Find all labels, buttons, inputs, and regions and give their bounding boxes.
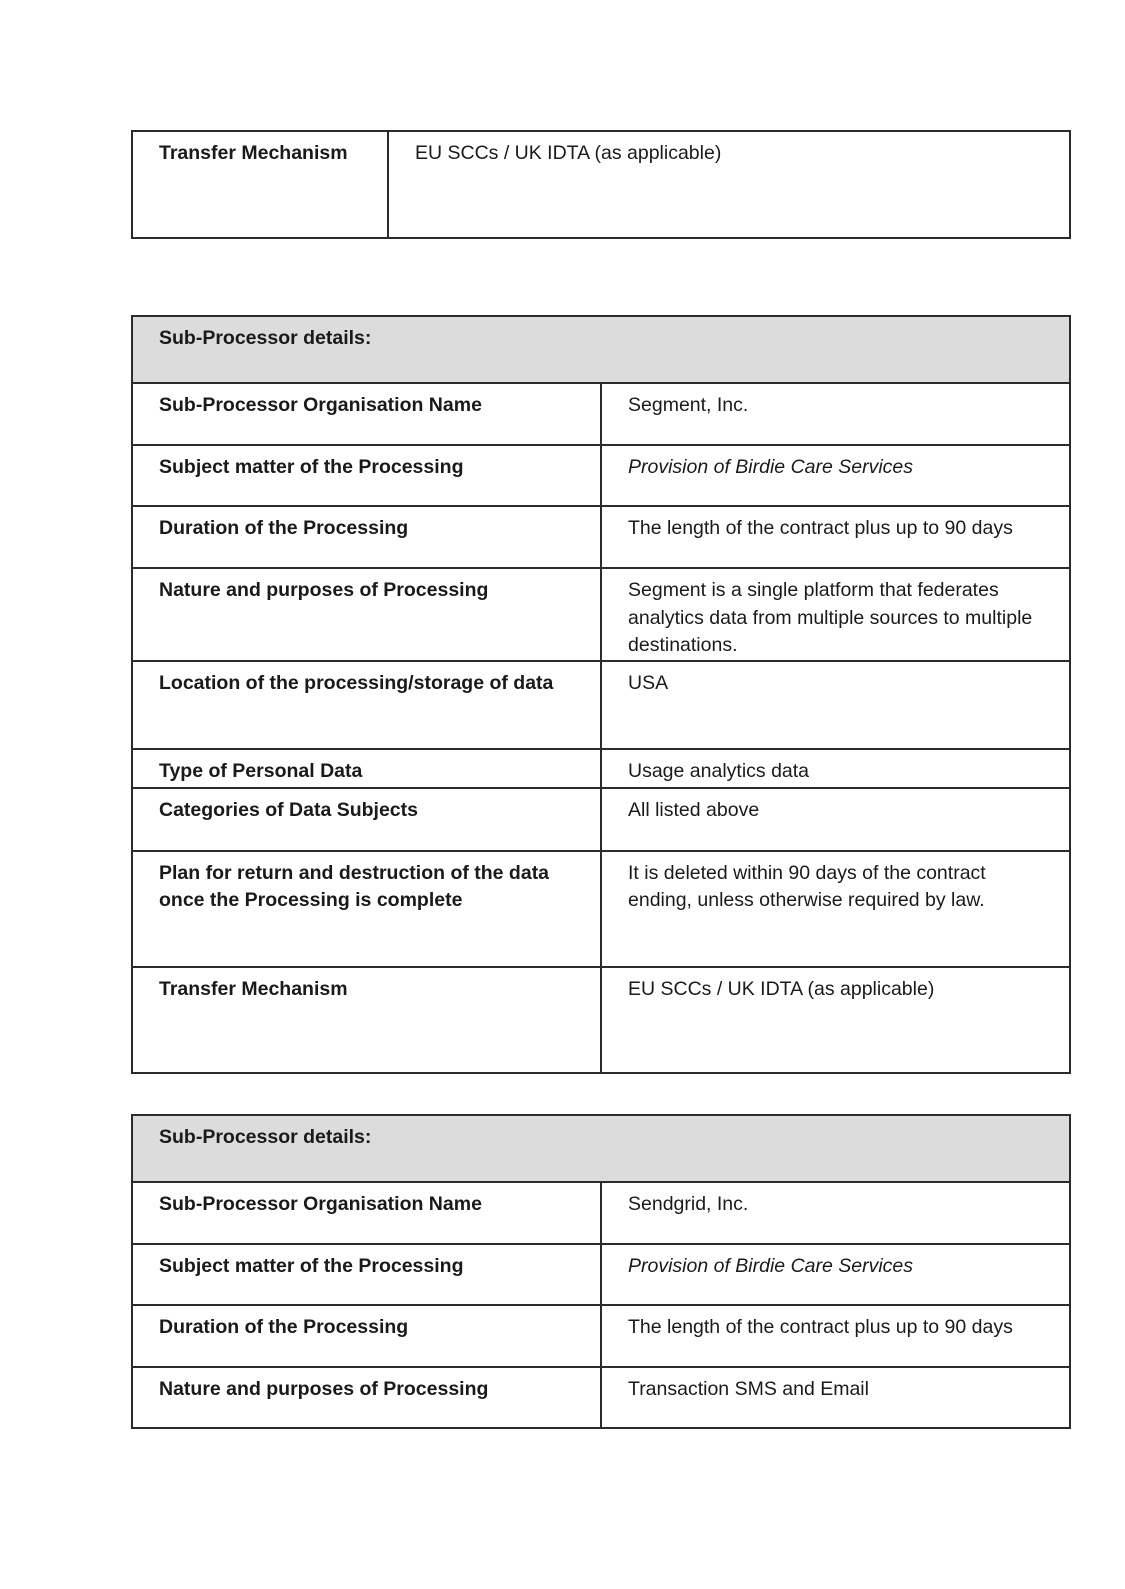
sub-processor-details-heading: Sub-Processor details:: [132, 316, 1070, 383]
row-label-nature-purposes: Nature and purposes of Processing: [132, 568, 601, 661]
table-row: [132, 749, 1070, 788]
row-value-duration: The length of the contract plus up to 90 days: [601, 1305, 1070, 1367]
table-row: [132, 1305, 1070, 1367]
row-label-organisation-name: Sub-Processor Organisation Name: [132, 1182, 601, 1244]
row-label-organisation-name: Sub-Processor Organisation Name: [132, 383, 601, 445]
row-label-subject-matter: Subject matter of the Processing: [132, 445, 601, 506]
row-label-transfer-mechanism: Transfer Mechanism: [132, 131, 388, 238]
table-row: [132, 1367, 1070, 1428]
row-value-organisation-name: Sendgrid, Inc.: [601, 1182, 1070, 1244]
row-value-nature-purposes: Transaction SMS and Email: [601, 1367, 1070, 1428]
row-value-transfer-mechanism: EU SCCs / UK IDTA (as applicable): [601, 967, 1070, 1073]
row-value-transfer-mechanism: EU SCCs / UK IDTA (as applicable): [388, 131, 1070, 238]
transfer-mechanism-table: [131, 130, 1071, 239]
table-row: [132, 506, 1070, 568]
table-row: [132, 131, 1070, 238]
row-value-nature-purposes: Segment is a single platform that federates analytics data from multiple sources to multiple destinations.: [601, 568, 1070, 661]
table-row: [132, 788, 1070, 851]
table-row: [132, 851, 1070, 967]
table-row: [132, 383, 1070, 445]
row-value-duration: The length of the contract plus up to 90 days: [601, 506, 1070, 568]
row-label-subject-matter: Subject matter of the Processing: [132, 1244, 601, 1305]
table-row: [132, 1182, 1070, 1244]
table-header-row: [132, 316, 1070, 383]
row-label-type-personal-data: Type of Personal Data: [132, 749, 601, 788]
row-label-duration: Duration of the Processing: [132, 1305, 601, 1367]
row-value-organisation-name: Segment, Inc.: [601, 383, 1070, 445]
row-label-return-destruction: Plan for return and destruction of the data once the Processing is complete: [132, 851, 601, 967]
row-value-type-personal-data: Usage analytics data: [601, 749, 1070, 788]
sub-processor-table-sendgrid: [131, 1114, 1071, 1429]
table-row: [132, 967, 1070, 1073]
row-value-location: USA: [601, 661, 1070, 749]
row-value-categories-data-subjects: All listed above: [601, 788, 1070, 851]
row-value-subject-matter: Provision of Birdie Care Services: [601, 445, 1070, 506]
sub-processor-details-heading: Sub-Processor details:: [132, 1115, 1070, 1182]
row-label-transfer-mechanism: Transfer Mechanism: [132, 967, 601, 1073]
table-header-row: [132, 1115, 1070, 1182]
table-row: [132, 445, 1070, 506]
row-label-duration: Duration of the Processing: [132, 506, 601, 568]
row-value-return-destruction: It is deleted within 90 days of the contract ending, unless otherwise required by law.: [601, 851, 1070, 967]
row-label-nature-purposes: Nature and purposes of Processing: [132, 1367, 601, 1428]
table-row: [132, 1244, 1070, 1305]
row-label-categories-data-subjects: Categories of Data Subjects: [132, 788, 601, 851]
table-row: [132, 661, 1070, 749]
row-label-location: Location of the processing/storage of data: [132, 661, 601, 749]
sub-processor-table-segment: [131, 315, 1071, 1074]
row-value-subject-matter: Provision of Birdie Care Services: [601, 1244, 1070, 1305]
table-row: [132, 568, 1070, 661]
